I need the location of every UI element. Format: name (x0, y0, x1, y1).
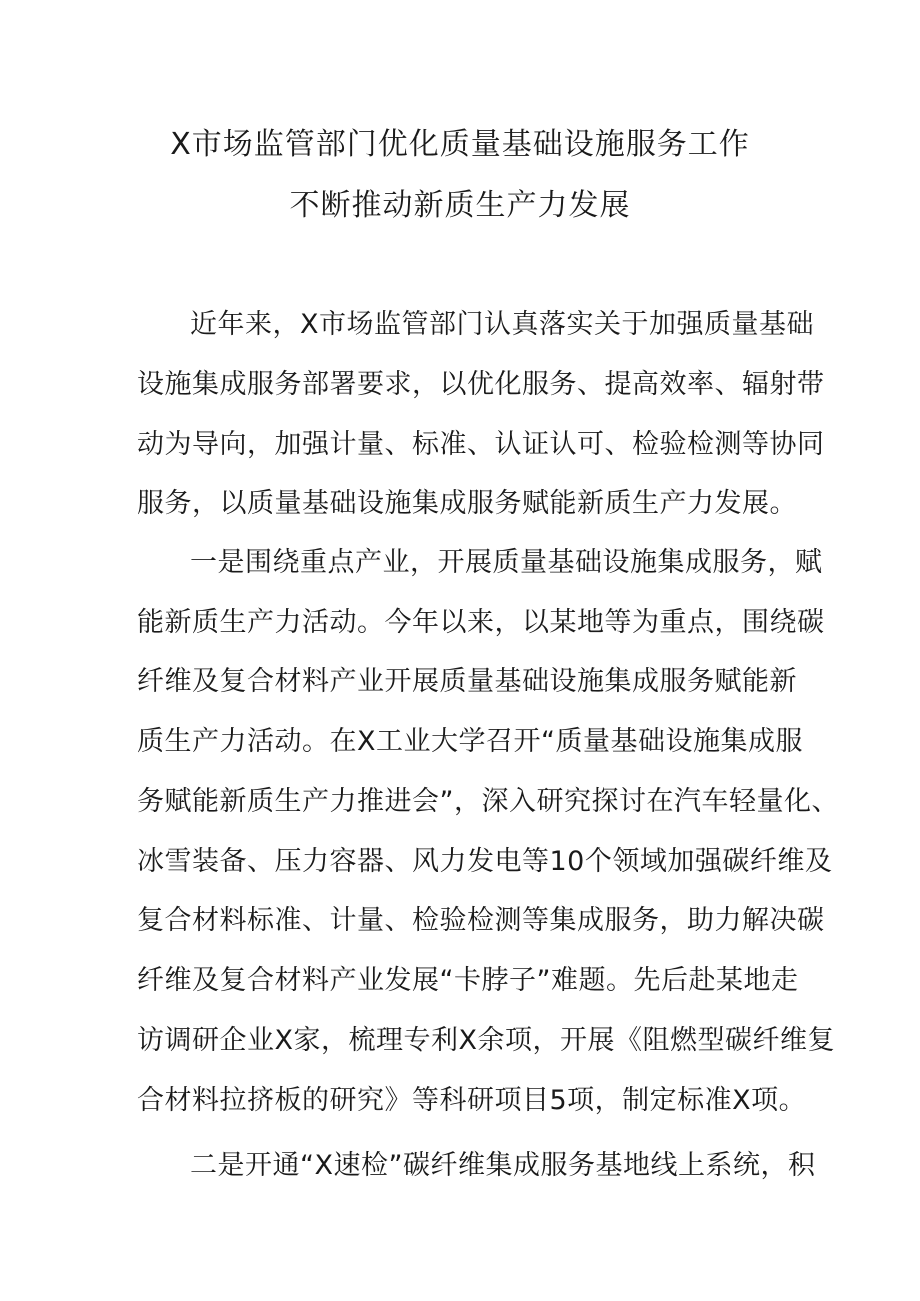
paragraph-2-line-3: 纤维及复合材料产业开展质量基础设施集成服务赋能新 (137, 666, 797, 697)
document-title-line-2: 不断推动新质生产力发展 (289, 188, 631, 223)
paragraph-2-line-7: 复合材料标准、计量、检验检测等集成服务，助力解决碳 (137, 905, 825, 936)
paragraph-2-line-10: 合材料拉挤板的研究》等科研项目5项，制定标准X项。 (137, 1085, 807, 1116)
paragraph-1-line-2: 设施集成服务部署要求，以优化服务、提高效率、辐射带 (137, 369, 825, 400)
paragraph-1-line-1: 近年来，X市场监管部门认真落实关于加强质量基础 (190, 309, 814, 340)
document-title-line-1: X市场监管部门优化质量基础设施服务工作 (170, 127, 750, 162)
paragraph-2-line-6: 冰雪装备、压力容器、风力发电等10个领域加强碳纤维及 (137, 846, 833, 877)
paragraph-2-line-5: 务赋能新质生产力推进会”，深入研究探讨在汽车轻量化、 (137, 786, 839, 817)
paragraph-1-line-3: 动为导向，加强计量、标准、认证认可、检验检测等协同 (137, 429, 825, 460)
paragraph-2-line-8: 纤维及复合材料产业发展“卡脖子”难题。先后赴某地走 (137, 965, 799, 996)
paragraph-2-line-9: 访调研企业X家，梳理专利X余项，开展《阻燃型碳纤维复 (137, 1025, 835, 1056)
paragraph-2-line-2: 能新质生产力活动。今年以来，以某地等为重点，围绕碳 (137, 607, 825, 638)
paragraph-2-line-4: 质生产力活动。在X工业大学召开“质量基础设施集成服 (137, 726, 803, 757)
paragraph-2-line-1: 一是围绕重点产业，开展质量基础设施集成服务，赋 (190, 547, 823, 578)
paragraph-1-line-4: 服务，以质量基础设施集成服务赋能新质生产力发展。 (137, 488, 797, 519)
paragraph-3-line-1: 二是开通“X速检”碳纤维集成服务基地线上系统，积 (190, 1150, 816, 1181)
